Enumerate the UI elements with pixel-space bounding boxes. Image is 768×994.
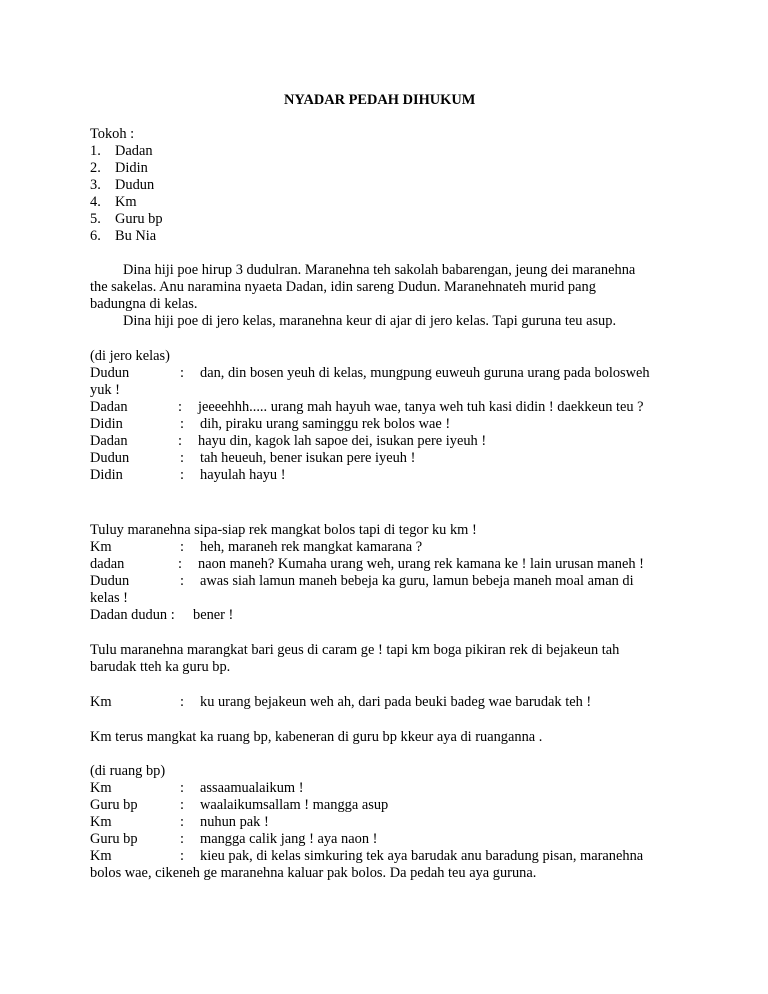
dialog-colon: : [180,416,184,432]
tokoh-number: 6. [90,228,101,244]
dialog-line: dan, din bosen yeuh di kelas, mungpung euweuh guruna urang pada bolosweh [200,365,650,381]
dialog-line: tah heueuh, bener isukan pere iyeuh ! [200,450,416,466]
dialog-colon: : [178,556,182,572]
dialog-line: assaamualaikum ! [200,780,304,796]
dialog-colon: : [180,797,184,813]
tokoh-name: Dudun [115,177,155,193]
dialog-colon: : [180,573,184,589]
dialog-speaker: Dadan [90,433,128,449]
dialog-speaker: Guru bp [90,831,138,847]
dialog-colon: : [180,780,184,796]
tokoh-name: Bu Nia [115,228,157,244]
dialog-speaker: Dudun [90,573,130,589]
narration-line: barudak tteh ka guru bp. [90,659,231,675]
dialog-colon: : [180,450,184,466]
dialog-speaker: Dudun [90,450,130,466]
tokoh-heading: Tokoh : [90,126,135,142]
narration-line: Tuluy maranehna sipa-siap rek mangkat bolos tapi di tegor ku km ! [90,522,477,538]
dialog-line: jeeeehhh..... urang mah hayuh wae, tanya weh tuh kasi didin ! daekkeun teu ? [198,399,644,415]
dialog-speaker: Km [90,814,112,830]
page-title: NYADAR PEDAH DIHUKUM [284,92,476,108]
dialog-speaker: Km [90,848,112,864]
tokoh-name: Dadan [115,143,153,159]
dialog-colon: : [180,539,184,555]
paragraph-line: the sakelas. Anu naramina nyaeta Dadan, idin sareng Dudun. Maranehnateh murid pang [90,279,596,295]
tokoh-number: 3. [90,177,101,193]
dialog-speaker: Dadan [90,399,128,415]
scene-heading: (di jero kelas) [90,348,170,364]
dialog-colon: : [178,399,182,415]
dialog-line-continued: yuk ! [90,382,120,398]
dialog-line: ku urang bejakeun weh ah, dari pada beuki badeg wae barudak teh ! [200,694,592,710]
dialog-line: bener ! [193,607,234,623]
dialog-line-continued: bolos wae, cikeneh ge maranehna kaluar pak bolos. Da pedah teu aya guruna. [90,865,537,881]
dialog-speaker: dadan [90,556,125,572]
paragraph-line: badungna di kelas. [90,296,198,312]
dialog-line: mangga calik jang ! aya naon ! [200,831,378,847]
tokoh-name: Km [115,194,137,210]
dialog-colon: : [180,365,184,381]
dialog-line: naon maneh? Kumaha urang weh, urang rek kamana ke ! lain urusan maneh ! [198,556,644,572]
tokoh-number: 1. [90,143,101,159]
dialog-line: kieu pak, di kelas simkuring tek aya barudak anu baradung pisan, maranehna [200,848,644,864]
tokoh-number: 2. [90,160,101,176]
dialog-line: hayulah hayu ! [200,467,286,483]
dialog-line: hayu din, kagok lah sapoe dei, isukan pere iyeuh ! [198,433,487,449]
tokoh-number: 4. [90,194,101,210]
dialog-speaker: Didin [90,416,123,432]
tokoh-name: Guru bp [115,211,163,227]
dialog-colon: : [180,814,184,830]
dialog-colon: : [180,831,184,847]
scene-heading: (di ruang bp) [90,763,166,779]
dialog-speaker: Dadan dudun : [90,607,175,623]
dialog-line: dih, piraku urang saminggu rek bolos wae ! [200,416,451,432]
paragraph-line: Dina hiji poe hirup 3 dudulran. Maranehna teh sakolah babarengan, jeung dei maranehna [123,262,636,278]
dialog-speaker: Km [90,694,112,710]
dialog-speaker: Km [90,780,112,796]
dialog-speaker: Didin [90,467,123,483]
dialog-speaker: Km [90,539,112,555]
narration-line: Tulu maranehna marangkat bari geus di caram ge ! tapi km boga pikiran rek di bejakeun tah [90,642,620,658]
dialog-line: waalaikumsallam ! mangga asup [200,797,389,813]
dialog-colon: : [180,694,184,710]
narration-line: Km terus mangkat ka ruang bp, kabeneran di guru bp kkeur aya di ruanganna . [90,729,543,745]
tokoh-name: Didin [115,160,148,176]
tokoh-number: 5. [90,211,101,227]
dialog-speaker: Dudun [90,365,130,381]
paragraph-line: Dina hiji poe di jero kelas, maranehna keur di ajar di jero kelas. Tapi guruna teu asup. [123,313,617,329]
dialog-colon: : [178,433,182,449]
dialog-line-continued: kelas ! [90,590,128,606]
dialog-line: heh, maraneh rek mangkat kamarana ? [200,539,423,555]
dialog-colon: : [180,848,184,864]
dialog-line: nuhun pak ! [200,814,269,830]
dialog-line: awas siah lamun maneh bebeja ka guru, lamun bebeja maneh moal aman di [200,573,634,589]
dialog-colon: : [180,467,184,483]
dialog-speaker: Guru bp [90,797,138,813]
